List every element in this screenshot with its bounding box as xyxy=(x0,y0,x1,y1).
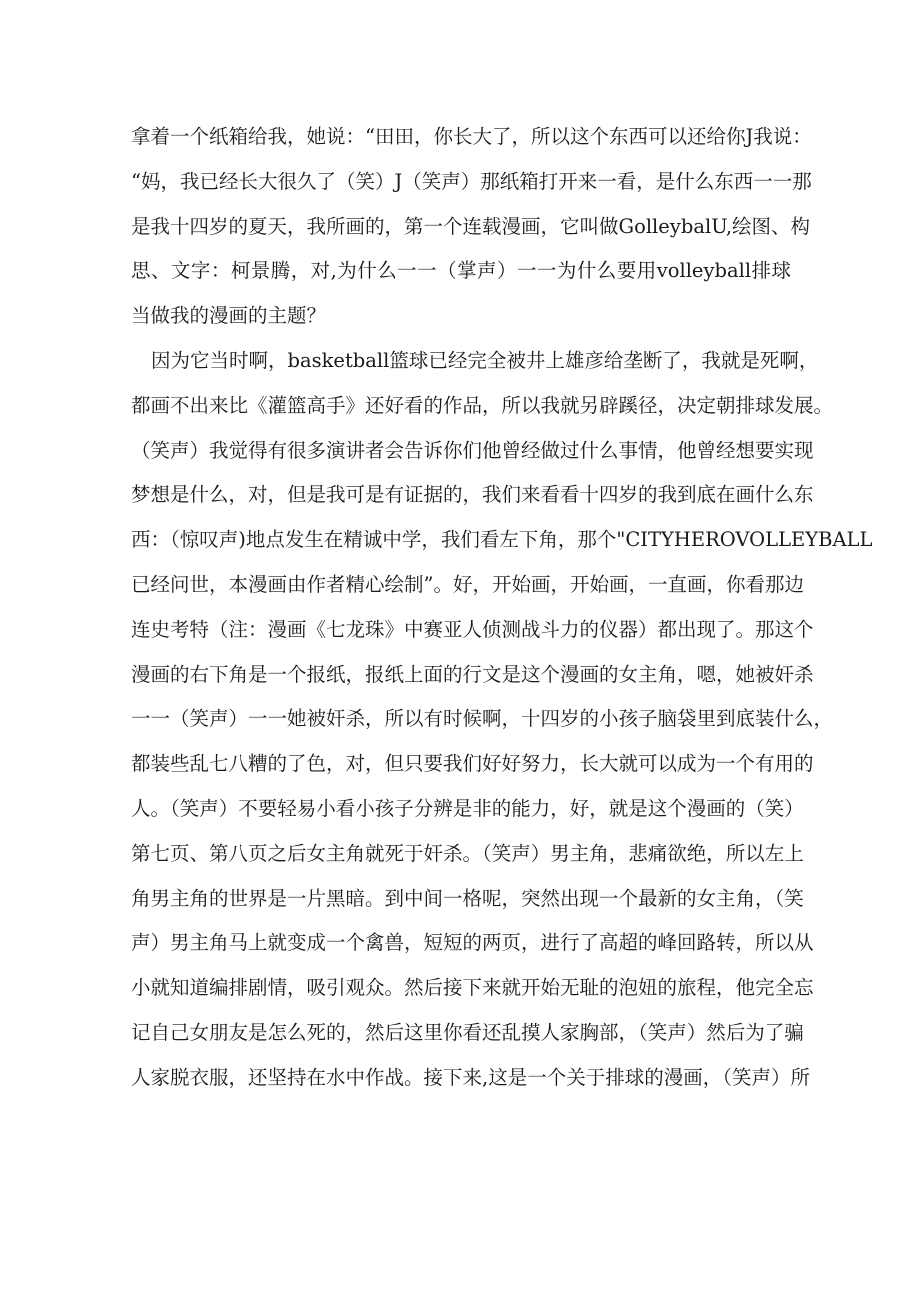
text-line: 记自己女朋友是怎么死的，然后这里你看还乱摸人家胸部，（笑声）然后为了骗 xyxy=(131,1020,804,1044)
text-line: 声）男主角马上就变成一个禽兽，短短的两页，进行了高超的峰回路转，所以从 xyxy=(131,931,814,955)
text-line: 梦想是什么，对，但是我可是有证据的，我们来看看十四岁的我到底在画什么东 xyxy=(131,483,814,507)
text-line: 第七页、第八页之后女主角就死于奸杀。（笑声）男主角，悲痛欲绝，所以左上 xyxy=(131,841,804,865)
paragraph xyxy=(131,339,873,1101)
text-line: 角男主角的世界是一片黑暗。到中间一格呢，突然出现一个最新的女主角，（笑 xyxy=(131,886,804,910)
text-line: 是我十四岁的夏天，我所画的，第一个连载漫画，它叫做GolleybalU,绘图、构 xyxy=(131,214,811,238)
text-line: （笑声）我觉得有很多演讲者会告诉你们他曾经做过什么事情，他曾经想要实现 xyxy=(131,438,814,462)
text-line: 拿着一个纸箱给我，她说：“田田，你长大了，所以这个东西可以还给你J我说： xyxy=(131,125,812,148)
text-line: 当做我的漫画的主题？ xyxy=(131,304,327,328)
text-line: 一一（笑声）一一她被奸杀，所以有时候啊，十四岁的小孩子脑袋里到底装什么， xyxy=(131,707,834,731)
text-line: 人家脱衣服，还坚持在水中作战。接下来,这是一个关于排球的漫画，（笑声）所 xyxy=(131,1065,810,1089)
text-line: 连史考特（注：漫画《七龙珠》中赛亚人侦测战斗力的仪器）都出现了。那这个 xyxy=(131,617,814,641)
text-line: 都装些乱七八糟的了色，对，但只要我们好好努力，长大就可以成为一个有用的 xyxy=(131,752,814,776)
body-text xyxy=(131,115,873,1101)
text-line: 人。（笑声）不要轻易小看小孩子分辨是非的能力，好，就是这个漫画的（笑） xyxy=(131,796,804,820)
paragraph xyxy=(131,115,812,339)
text-line: 西：（惊叹声)地点发生在精诚中学，我们看左下角，那个"CITYHEROVOLLEYBALL xyxy=(131,528,873,552)
text-line: 都画不出来比《灌篮高手》还好看的作品，所以我就另辟蹊径，决定朝排球发展。 xyxy=(131,393,834,417)
text-line: “妈，我已经长大很久了（笑）J（笑声）那纸箱打开来一看，是什么东西一一那 xyxy=(131,169,812,193)
text-line: 已经问世，本漫画由作者精心绘制”。好，开始画，开始画，一直画，你看那边 xyxy=(131,572,804,596)
text-line: 漫画的右下角是一个报纸，报纸上面的行文是这个漫画的女主角，嗯，她被奸杀 xyxy=(131,662,814,686)
text-line: 小就知道编排剧情，吸引观众。然后接下来就开始无耻的泡妞的旅程，他完全忘 xyxy=(131,976,814,1000)
text-line: 思、文字：柯景腾，对,为什么一一（掌声）一一为什么要用volleyball排球 xyxy=(131,259,791,283)
text-line: 因为它当时啊，basketball篮球已经完全被井上雄彦给垄断了，我就是死啊， xyxy=(151,348,819,372)
